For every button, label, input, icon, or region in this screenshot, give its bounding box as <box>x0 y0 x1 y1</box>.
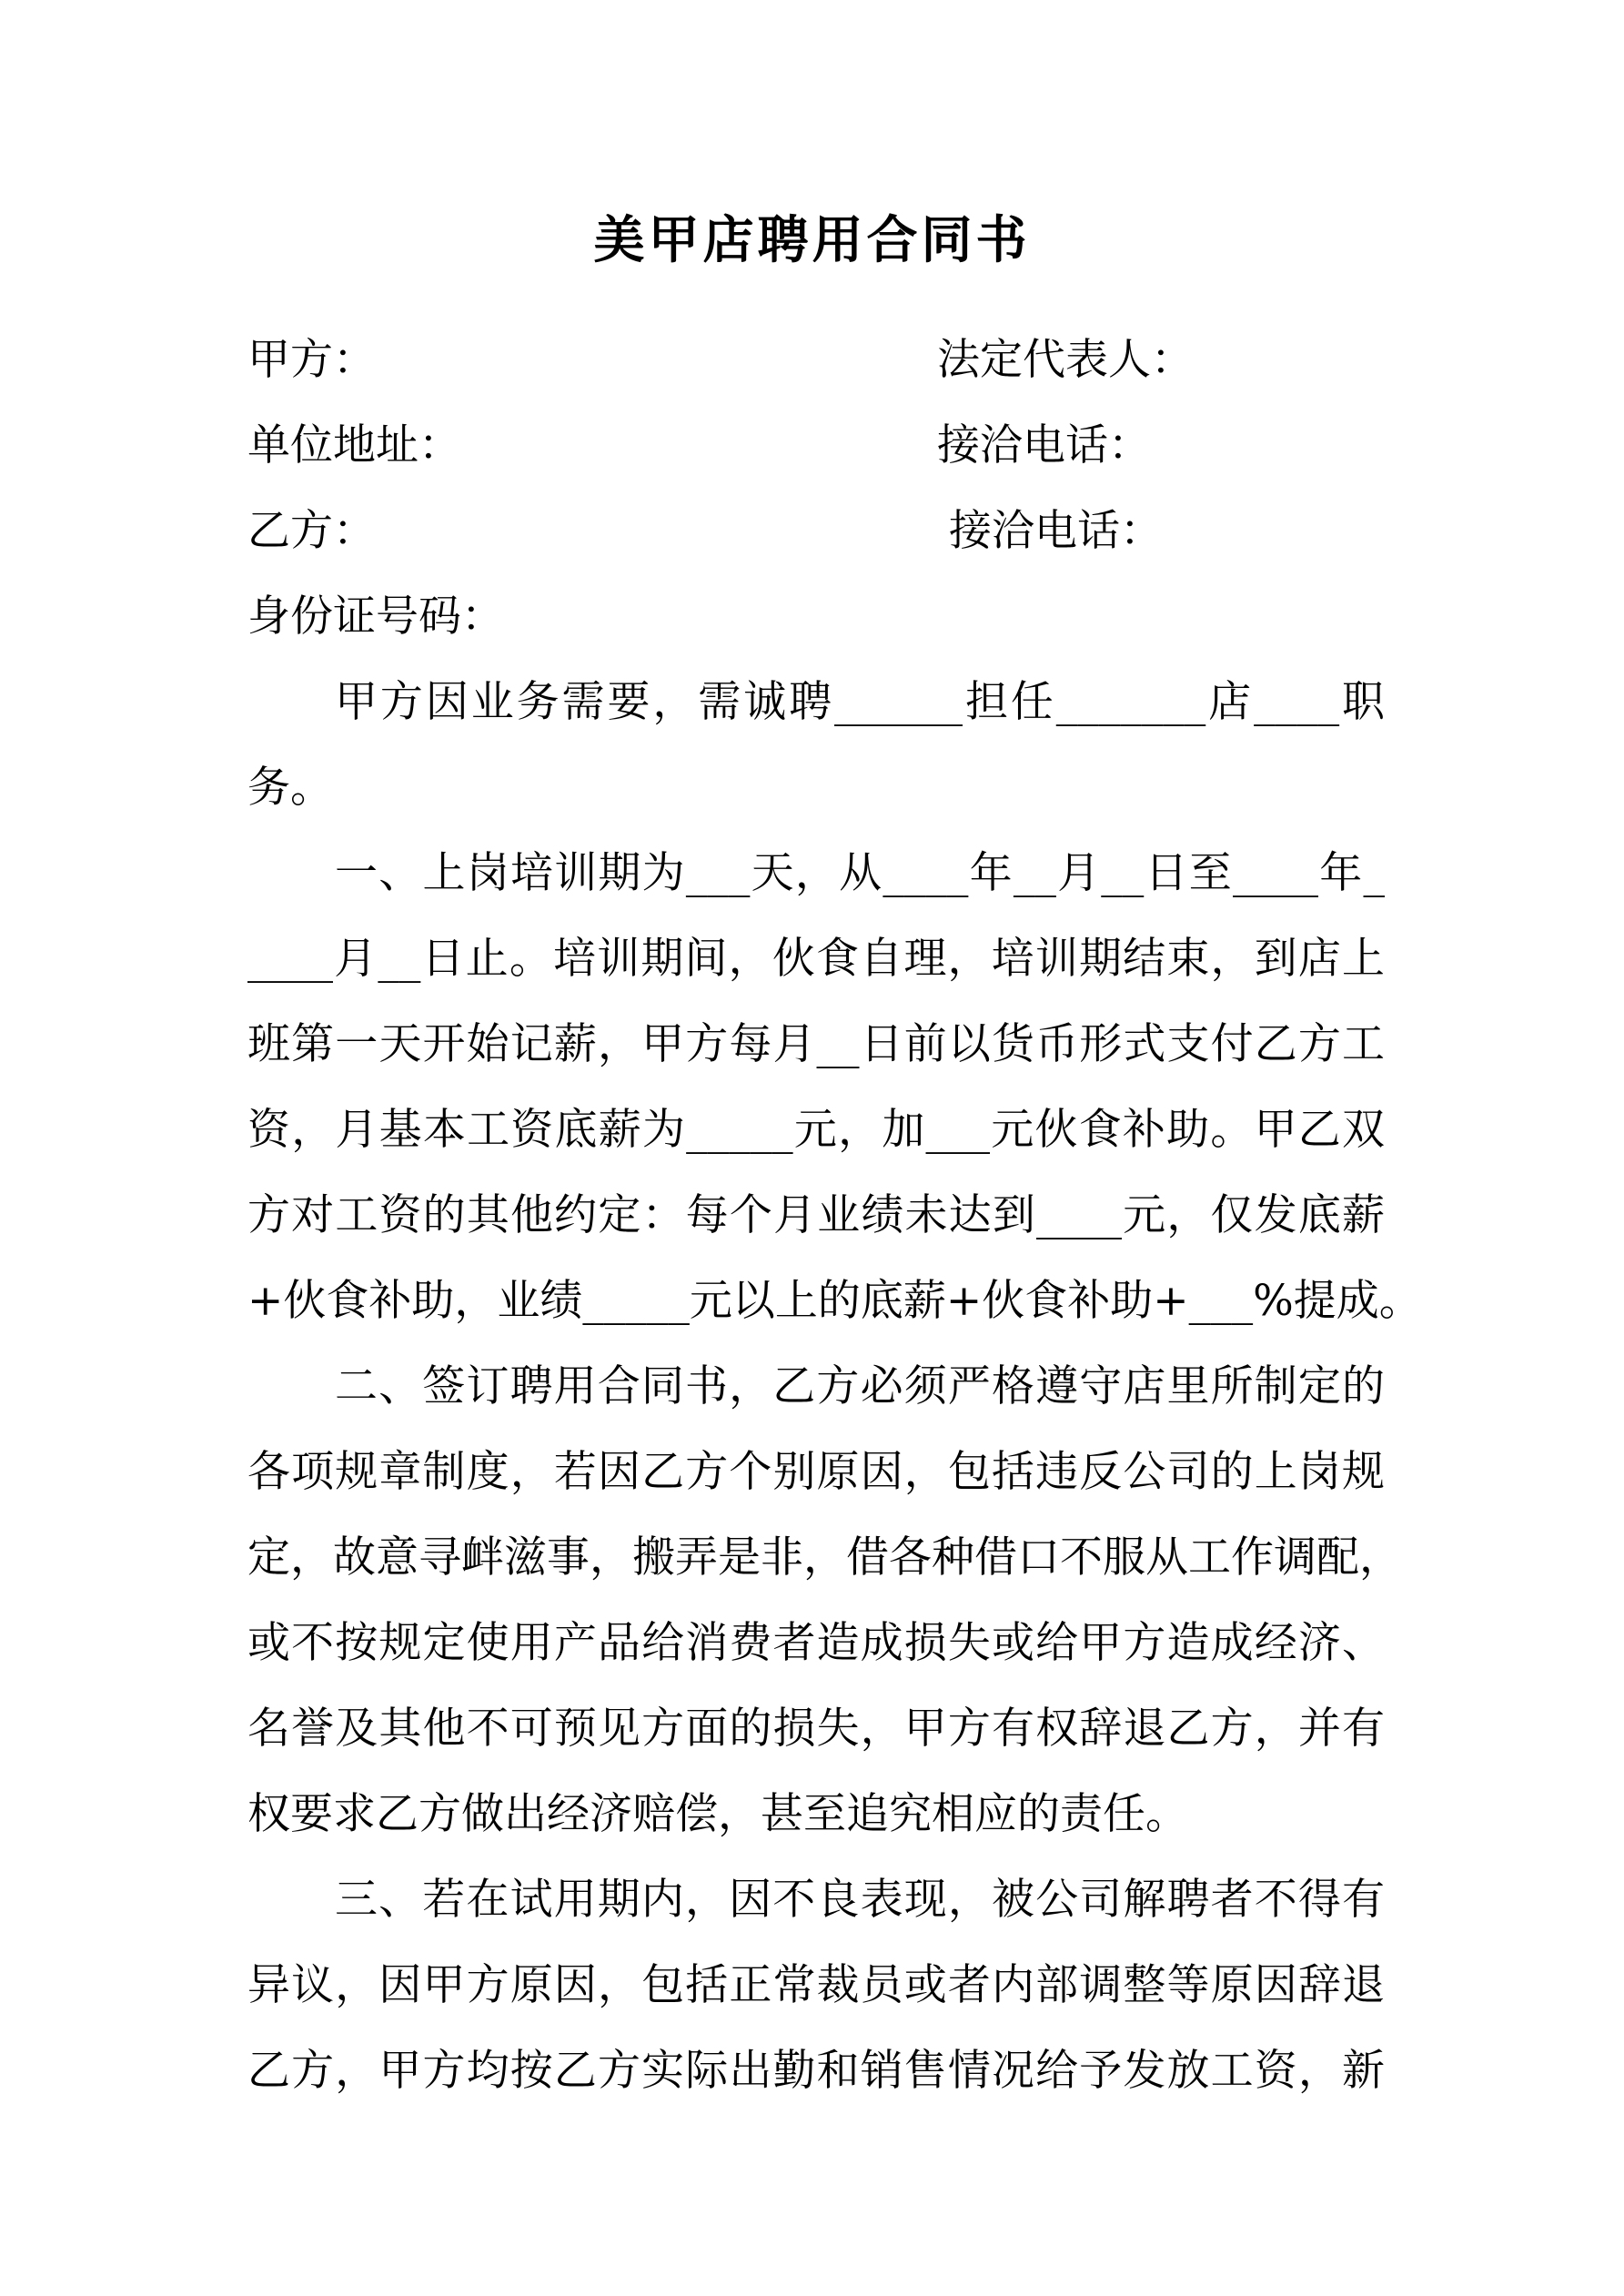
paragraph-line: 务。 <box>247 763 333 813</box>
paragraph-line: 方对工资的其他约定：每个月业绩未达到____元，仅发底薪 <box>247 1190 1385 1240</box>
address-label: 单位地址： <box>247 420 461 470</box>
paragraph-line: 异议，因甲方原因，包括正常裁员或者内部调整等原因辞退 <box>247 1960 1385 2010</box>
party-b-label: 乙方： <box>247 506 376 556</box>
paragraph-line: 权要求乙方做出经济赔偿，甚至追究相应的责任。 <box>247 1789 1188 1839</box>
paragraph-line: ____月__日止。培训期间，伙食自理，培训期结束，到店上 <box>247 934 1385 984</box>
paragraph-line: 乙方，甲方均按乙方实际出勤和销售情况给予发放工资，新 <box>247 2046 1385 2096</box>
document-title: 美甲店聘用合同书 <box>593 211 1031 270</box>
paragraph-line: 甲方因业务需要，需诚聘______担任_______店____职 <box>335 677 1385 727</box>
paragraph-line: 各项规章制度，若因乙方个别原因，包括违反公司的上岗规 <box>247 1447 1385 1497</box>
paragraph-line: 二、签订聘用合同书，乙方必须严格遵守店里所制定的 <box>335 1361 1385 1411</box>
paragraph-line: 一、上岗培训期为___天，从____年__月__日至____年_ <box>335 848 1385 898</box>
paragraph-line: 班第一天开始记薪，甲方每月__日前以货币形式支付乙方工 <box>247 1019 1385 1069</box>
paragraph-line: 名誉及其他不可预见方面的损失，甲方有权辞退乙方，并有 <box>247 1704 1385 1754</box>
contact-phone-a-label: 接洽电话： <box>937 420 1151 470</box>
paragraph-line: 定，故意寻衅滋事，搬弄是非，借各种借口不服从工作调配， <box>247 1532 1402 1583</box>
paragraph-line: 资，月基本工资底薪为_____元，加___元伙食补助。甲乙双 <box>247 1105 1385 1155</box>
id-number-label: 身份证号码： <box>247 592 504 642</box>
legal-rep-label: 法定代表人： <box>937 335 1194 385</box>
paragraph-line: +伙食补助，业绩_____元以上的底薪+伙食补助+___%提成。 <box>247 1276 1422 1326</box>
paragraph-line: 或不按规定使用产品给消费者造成损失或给甲方造成经济、 <box>247 1618 1385 1668</box>
paragraph-line: 三、若在试用期内，因不良表现，被公司解聘者不得有 <box>335 1875 1385 1925</box>
party-a-label: 甲方： <box>247 335 376 385</box>
contact-phone-b-label: 接洽电话： <box>949 506 1163 556</box>
